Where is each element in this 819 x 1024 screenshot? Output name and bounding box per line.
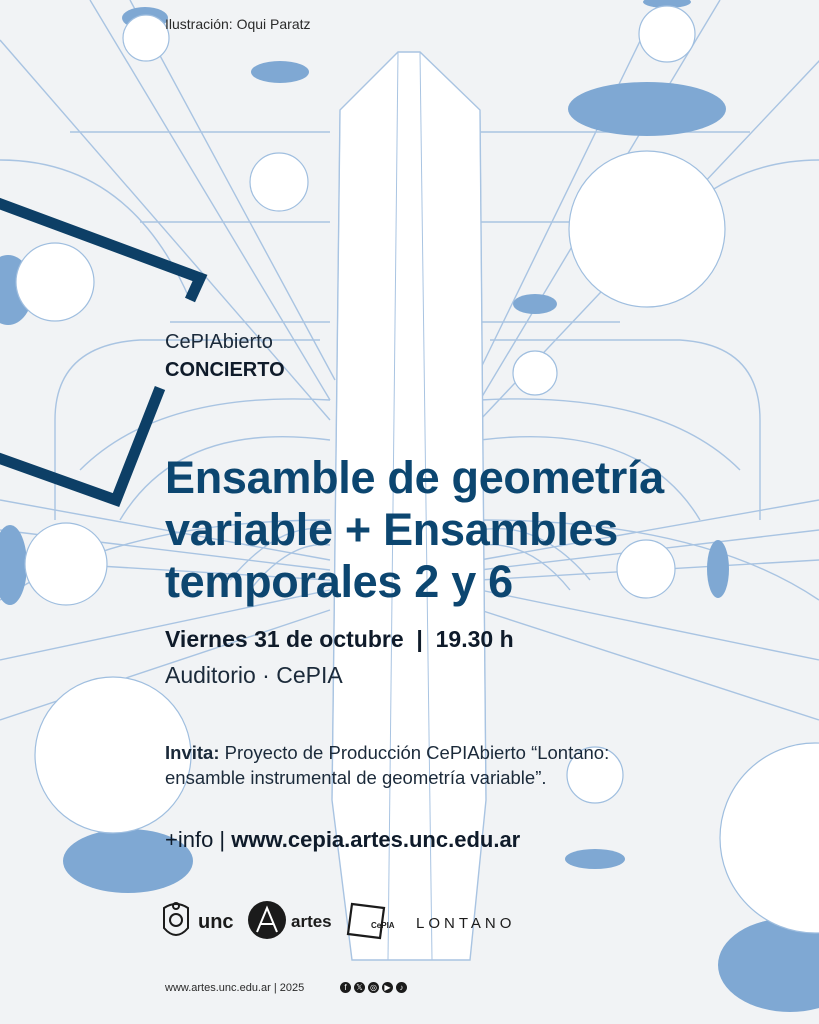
- instagram-icon[interactable]: ◎: [368, 982, 379, 993]
- unc-logo-text: unc: [198, 911, 234, 933]
- event-day: Viernes 31 de octubre: [165, 626, 404, 652]
- info-url-link[interactable]: www.cepia.artes.unc.edu.ar: [231, 827, 521, 852]
- lontano-logo-text: LONTANO: [416, 915, 516, 932]
- date-separator: |: [416, 626, 423, 652]
- invite-text: [165, 740, 705, 790]
- social-icons: [340, 982, 407, 993]
- invite-label: Invita:: [165, 742, 220, 763]
- unc-seal-icon: [164, 903, 188, 935]
- title-line-3: temporales 2 y 6: [165, 556, 513, 607]
- event-time: 19.30 h: [435, 626, 514, 652]
- invite-text-line-2: ensamble instrumental de geometría variable”.: [165, 767, 547, 788]
- event-category: CONCIERTO: [165, 359, 285, 381]
- series-name: CePIAbierto: [165, 331, 273, 353]
- title-line-1: Ensamble de geometría: [165, 452, 664, 503]
- info-prefix: +info |: [165, 827, 226, 852]
- artes-logo-icon: [248, 901, 286, 939]
- tiktok-icon[interactable]: ♪: [396, 982, 407, 993]
- artes-logo-text: artes: [291, 912, 332, 931]
- event-title: [165, 452, 805, 608]
- footer-text: www.artes.unc.edu.ar | 2025: [165, 982, 305, 994]
- youtube-icon[interactable]: ▶: [382, 982, 393, 993]
- cepia-logo-text: CePIA: [371, 921, 395, 930]
- title-line-2: variable + Ensambles: [165, 504, 619, 555]
- logos-row: [160, 898, 540, 946]
- x-icon[interactable]: 𝕏: [354, 982, 365, 993]
- facebook-icon[interactable]: f: [340, 982, 351, 993]
- more-info: [165, 827, 520, 853]
- illustration-credit: Ilustración: Oqui Paratz: [165, 16, 311, 32]
- event-venue: Auditorio · CePIA: [165, 662, 343, 688]
- event-date: [165, 626, 514, 653]
- invite-text-line-1: Proyecto de Producción CePIAbierto “Lontano:: [224, 742, 610, 763]
